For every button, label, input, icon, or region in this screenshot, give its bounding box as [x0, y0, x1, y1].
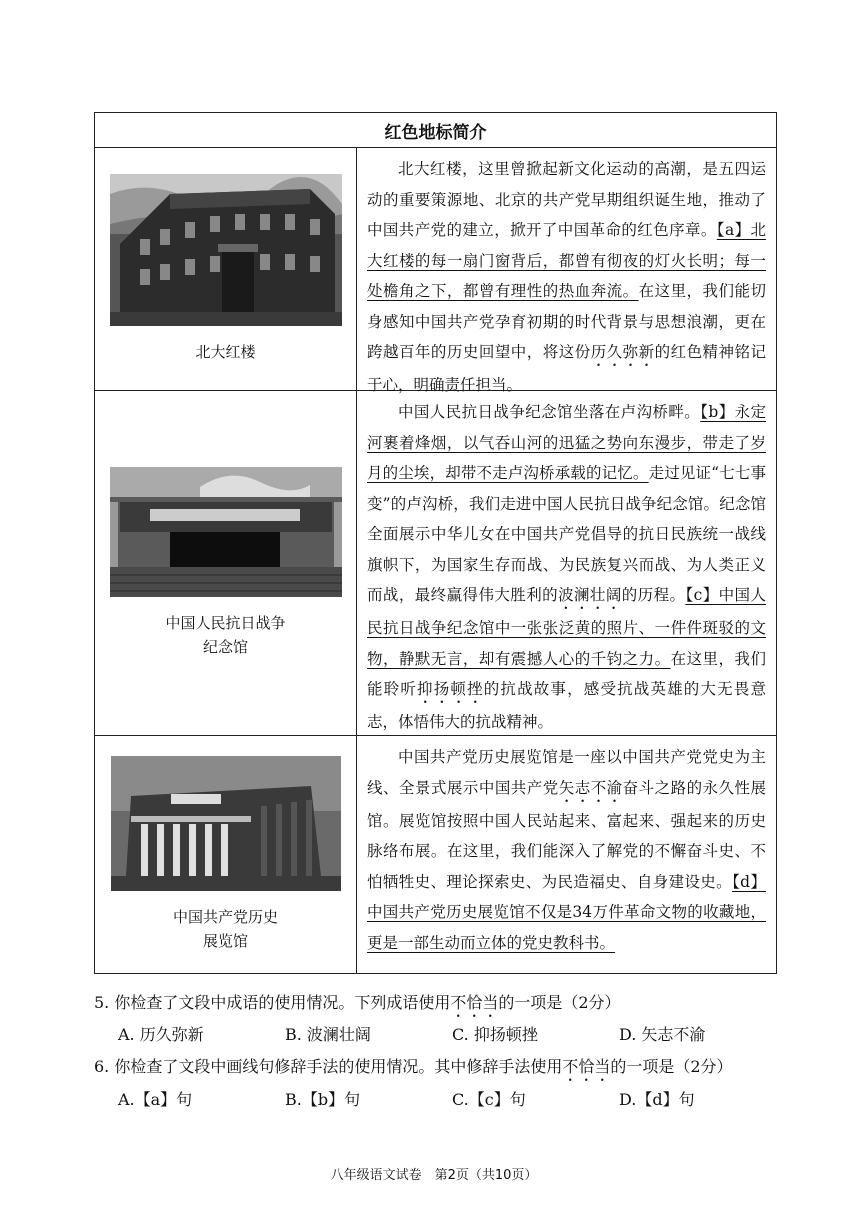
underlined-sentence-c: 【c】中国人民抗日战争纪念馆中一张张泛黄的照片、一件件斑驳的文物，静默无言，却有震撼人心的千钧之力。 [367, 586, 766, 668]
page-footer: 八年级语文试卷 第2页（共10页） [330, 1168, 538, 1183]
option-b[interactable]: B.【b】句 [285, 1090, 361, 1109]
option-d[interactable]: D. 矢志不渝 [619, 1025, 706, 1044]
question-6-options [118, 1087, 695, 1110]
image-cell [95, 148, 357, 390]
text-cell [357, 148, 776, 394]
party-museum-photo [111, 756, 341, 891]
text-cell [357, 391, 776, 735]
question-5-stem: 5. 你检查了文段中成语的使用情况。下列成语使用不恰当的一项是（2分） [94, 993, 621, 1012]
underlined-sentence-d: 【d】中国共产党历史展览馆不仅是34万件革命文物的收藏地，更是一部生动而立体的党史教科书。 [367, 872, 766, 952]
image-caption: 北大红楼 [195, 343, 256, 361]
table-row-war-memorial [95, 391, 776, 736]
table-row-party-history-museum [95, 736, 776, 973]
dotted-idiom: 波澜壮阔 [558, 586, 622, 604]
option-d[interactable]: D.【d】句 [619, 1090, 695, 1109]
image-cell [95, 736, 357, 973]
landmark-description: 中国人民抗日战争纪念馆坐落在卢沟桥畔。【b】永定河裹着烽烟，以气吞山河的迅猛之势向东漫步，带走了岁月的尘埃，却带不走卢沟桥承载的记忆。走过见证“七七事变”的卢沟桥，我们走进中国人民抗日战争纪念馆。纪念馆全面展示中华儿女在中国共产党倡导的抗日民族统一战线旗帜下，为国家生存而战、为民族复兴而战、为人类正义而战，最终赢得伟大胜利的波澜壮阔的历程。【c】中国人民抗日战争纪念馆中一张张泛黄的照片、一件件斑驳的文物，静默无言，却有震撼人心的千钧之力。在这里，我们能聆听抑扬顿挫的抗战故事，感受抗战英雄的大无畏意志，体悟伟大的抗战精神。 [367, 403, 766, 731]
option-c[interactable]: C. 抑扬顿挫 [452, 1025, 538, 1044]
dotted-idiom: 历久弥新 [590, 343, 655, 361]
option-b[interactable]: B. 波澜壮阔 [285, 1025, 371, 1044]
option-c[interactable]: C.【c】句 [452, 1090, 526, 1109]
landmark-description: 中国共产党历史展览馆是一座以中国共产党党史为主线、全景式展示中国共产党矢志不渝奋斗之路的永久性展馆。展览馆按照中国人民站起来、富起来、强起来的历史脉络布展。在这里，我们能深入了解党的不懈奋斗史、不怕牺牲史、理论探索史、为民造福史、自身建设史。【d】中国共产党历史展览馆不仅是34万件革命文物的收藏地，更是一部生动而立体的党史教科书。 [367, 748, 766, 952]
landmark-table [94, 112, 777, 974]
table-row-peking-red-building [95, 148, 776, 394]
dotted-idiom: 抑扬顿挫 [417, 680, 484, 698]
text-cell [357, 736, 776, 973]
table-title: 红色地标简介 [95, 113, 776, 148]
image-cell [95, 391, 357, 735]
question-6-stem: 6. 你检查了文段中画线句修辞手法的使用情况。其中修辞手法使用不恰当的一项是（2分） [94, 1057, 733, 1076]
question-5-options [118, 1022, 705, 1045]
option-a[interactable]: A. 历久弥新 [118, 1025, 204, 1044]
red-building-photo [110, 174, 342, 326]
landmark-description: 北大红楼，这里曾掀起新文化运动的高潮，是五四运动的重要策源地、北京的共产党早期组织诞生地，推动了中国共产党的建立，掀开了中国革命的红色序章。【a】北大红楼的每一扇门窗背后，都曾有彻夜的灯火长明；每一处檐角之下，都曾有理性的热血奔流。在这里，我们能切身感知中国共产党孕育初期的时代背景与思想浪潮，更在跨越百年的历史回望中，将这份历久弥新的红色精神铭记于心，明确责任担当。 [367, 160, 766, 394]
image-caption: 中国人民抗日战争 纪念馆 [165, 614, 286, 656]
underlined-sentence-a: 【a】北大红楼的每一扇门窗背后，都曾有彻夜的灯火长明；每一处檐角之下，都曾有理性的热血奔流。 [367, 221, 766, 300]
underlined-sentence-b: 【b】永定河裹着烽烟，以气吞山河的迅猛之势向东漫步，带走了岁月的尘埃，却带不走卢沟桥承载的记忆。 [367, 403, 766, 482]
dotted-idiom: 矢志不渝 [558, 778, 623, 797]
image-caption: 中国共产党历史 展览馆 [172, 908, 278, 950]
option-a[interactable]: A.【a】句 [118, 1090, 193, 1109]
memorial-hall-photo [110, 467, 342, 597]
